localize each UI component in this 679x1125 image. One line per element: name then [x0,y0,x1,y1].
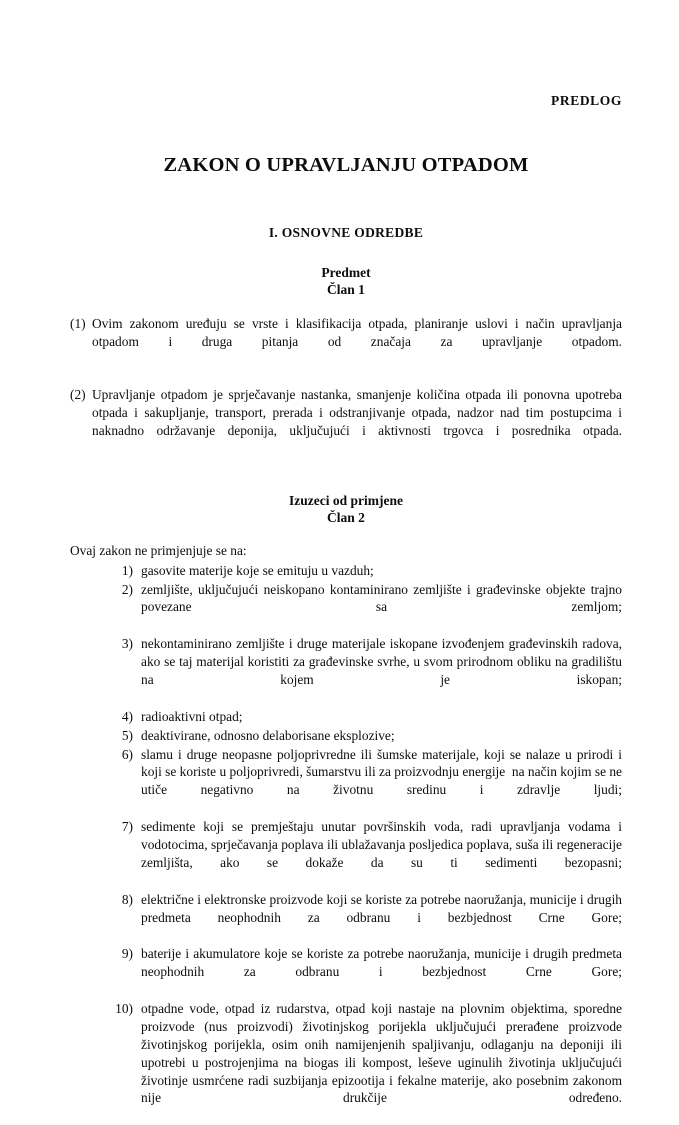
article-header-clan-2 [70,492,622,526]
paragraph-marker: (2) [70,386,86,402]
list-item-number: 5) [121,727,133,743]
list-item-number: 3) [121,636,133,652]
list-item [70,818,626,890]
document-status-header: PREDLOG [551,93,622,108]
list-item-number: 6) [121,746,133,762]
article-title-izuzeci-od-primjene: Izuzeci od primjene [289,492,403,508]
paragraph-text: Upravljanje otpadom je sprječavanje nastanka, smanjenje količina otpada ili ponovna upotreba otpada i sakupljanje, transport, prerada i odstranjivanje otpada, nadzor nad tim postupcima i naknadno održavanje deponija, uključujući i aktivnosti trgovca i posrednika otpada. [92,386,622,438]
list-lead-in-text: Ovaj zakon ne primjenjuje se na: [70,542,247,558]
list-item [70,891,626,945]
list-item-number: 7) [121,819,133,835]
list-item-text: otpadne vode, otpad iz rudarstva, otpad koji nastaje na plovnim objektima, sporedne proizvode (nus proizvodi) životinjskog porijekla uključujući prerađene proizvode životinjskog porijekla, osim onih namijenjenih spaljivanju, odlaganju na deponiji ili upotrebi u postrojenjima na biogas ili kompost, leševe uginulih životinja uključujući životinje usmrćene radi suzbijanja epizootija i fekalne materije, ako posebnim zakonom nije drukčije određeno. [141,1001,626,1106]
list-item [70,562,622,580]
list-item [70,635,626,707]
list-item [70,1000,626,1125]
paragraph-marker: (1) [70,316,86,331]
section-heading-osnovne-odredbe: I. OSNOVNE ODREDBE [268,225,424,240]
article-number-clan-1: Član 1 [327,282,365,297]
list-item-text: električne i elektronske proizvode koji se koriste za potrebe naoružanja, municije i drugih predmeta neophodnih za odbranu i bezbjednost Crne Gore; [141,891,626,925]
list-item-number: 4) [121,708,133,724]
list-item-text: deaktivirane, odnosno delaborisane eksplozive; [141,727,395,743]
list-item-text: slamu i druge neopasne poljoprivredne ili šumske materijale, koji se nalaze u prirodi i koji se koriste u poljoprivredi, šumarstvu ili za proizvodnju energije na način kojim se ne utiče negativno na životnu sredinu i zdravlje ljudi; [141,746,626,798]
paragraph-1-2 [70,386,622,458]
list-item-number: 2) [121,581,133,597]
article-title-predmet: Predmet [321,265,371,280]
list-item-text: gasovite materije koje se emituju u vazduh; [141,562,374,578]
list-item [70,581,626,635]
list-item-number: 8) [121,891,133,907]
list-item [70,727,622,745]
paragraph-text: Ovim zakonom uređuju se vrste i klasifikacija otpada, planiranje uslovi i način upravljanja otpadom i druga pitanja od značaja za upravljanje otpadom. [92,316,622,349]
list-item [70,746,626,818]
list-item-number: 9) [121,946,133,962]
article-number-clan-2: Član 2 [327,509,365,525]
exclusions-list [70,562,626,1125]
list-item-text: baterije i akumulatore koje se koriste za potrebe naoružanja, municije i drugih predmeta neophodnih za odbranu i bezbjednost Crne Gore; [141,946,626,980]
list-item-number: 1) [121,562,133,578]
list-item-number: 10) [115,1001,133,1016]
list-item-text: zemljište, uključujući neiskopano kontaminirano zemljište i građevinske objekte trajno povezane sa zemljom; [141,581,626,615]
list-item-text: nekontaminirano zemljište i druge materijale iskopane izvođenjem građevinskih radova, ako se taj materijal koristiti za građevinske svrhe, u svom prirodnom obliku na gradilištu na kojem je iskopan; [141,636,626,687]
paragraph-1-1 [70,315,622,369]
list-item-text: radioaktivni otpad; [141,708,243,724]
article-header-clan-1 [70,264,622,298]
list-item-text: sedimente koji se premještaju unutar površinskih voda, radi upravljanja vodama i vodotocima, sprječavanja poplava ili ublažavanja posljedica poplava, suša ili regeneracije zemljišta, ako se dokaže da su ti sedimenti bezopasni; [141,819,626,870]
list-item [70,945,626,999]
list-item [70,708,622,726]
document-title: ZAKON O UPRAVLJANJU OTPADOM [163,154,529,176]
document-content [70,0,626,1125]
